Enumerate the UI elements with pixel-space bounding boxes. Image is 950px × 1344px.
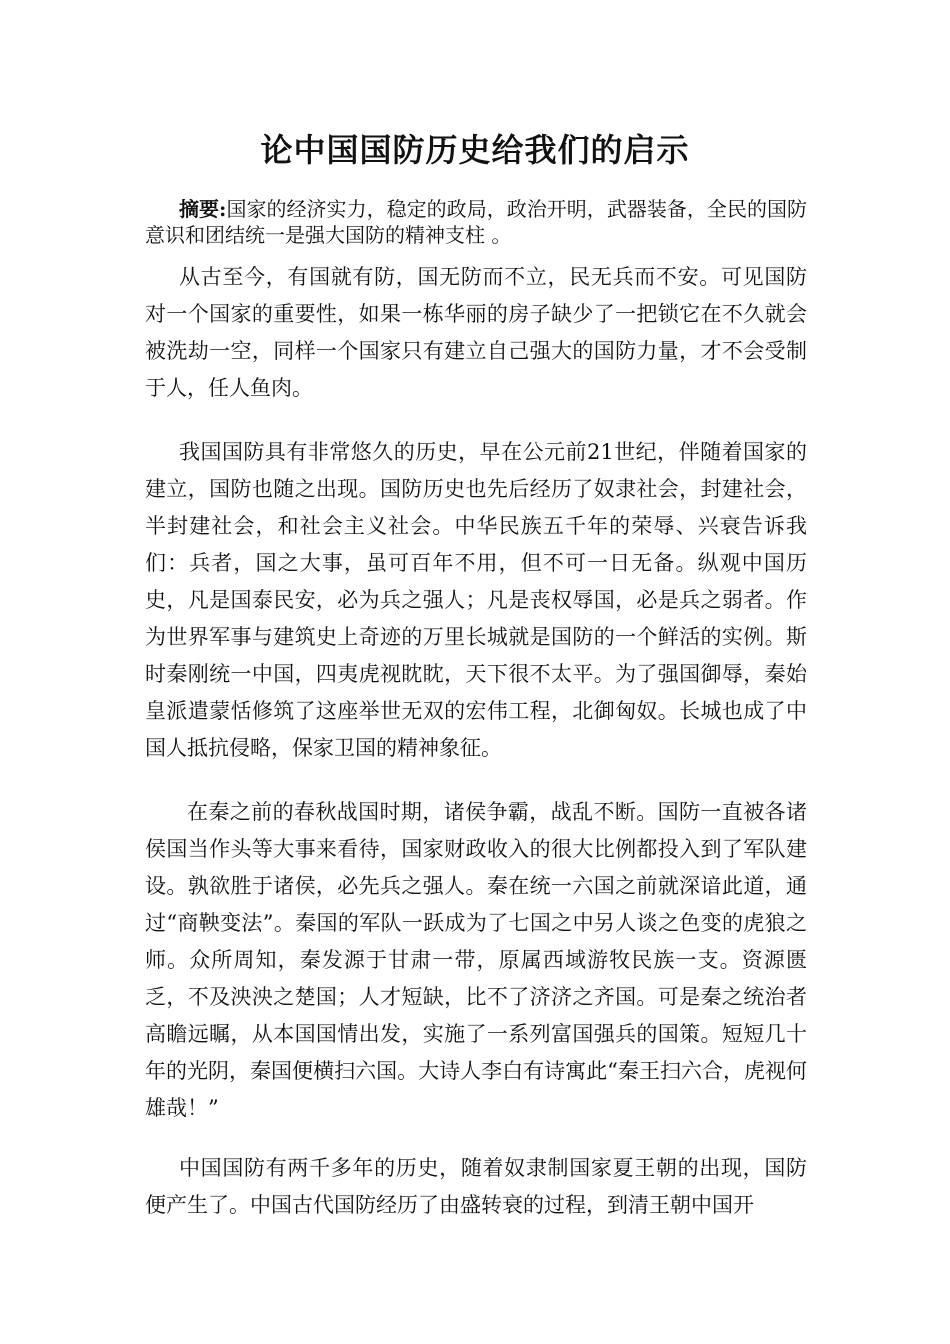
abstract-label: 摘要: (179, 197, 227, 221)
document-title: 论中国国防历史给我们的启示 (260, 131, 690, 169)
paragraph: 在秦之前的春秋战国时期，诸侯争霸，战乱不断。国防一直被各诸侯国当作头等大事来看待，国家财政收入的很大比例都投入到了军队建设。孰欲胜于诸侯，必先兵之强人。秦在统一六国之前就深谙此道，通过“商鞅变法”。秦国的军队一跃成为了七国之中另人谈之色变的虎狼之师。众所周知，秦发源于甘肃一带，原属西域游牧民族一支。资源匮乏，不及泱泱之楚国；人才短缺，比不了济济之齐国。可是秦之统治者高瞻远瞩，从本国国情出发，实施了一系列富国强兵的国策。短短几十年的光阴，秦国便横扫六国。大诗人李白有诗寓此“秦王扫六合，虎视何雄哉！” (145, 800, 807, 1120)
abstract-text: 国家的经济实力，稳定的政局，政治开明，武器装备，全民的国防意识和团结统一是强大国防的精神支柱 。 (145, 197, 808, 247)
paragraph: 我国国防具有非常悠久的历史，早在公元前21世纪，伴随着国家的建立，国防也随之出现。国防历史也先后经历了奴隶社会，封建社会，半封建社会，和社会主义社会。中华民族五千年的荣辱、兴衰告诉我们：兵者，国之大事，虽可百年不用，但不可一日无备。纵观中国历史，凡是国泰民安，必为兵之强人；凡是丧权辱国，必是兵之弱者。作为世界军事与建筑史上奇迹的万里长城就是国防的一个鲜活的实例。斯时秦刚统一中国，四夷虎视眈眈，天下很不太平。为了强国御辱，秦始皇派遣蒙恬修筑了这座举世无双的宏伟工程，北御匈奴。长城也成了中国人抵抗侵略，保家卫国的精神象征。 (145, 440, 807, 760)
paragraph: 从古至今，有国就有防，国无防而不立，民无兵而不安。可见国防对一个国家的重要性，如果一栋华丽的房子缺少了一把锁它在不久就会被洗劫一空，同样一个国家只有建立自己强大的国防力量，才不会受制于人，任人鱼肉。 (145, 265, 807, 400)
abstract (145, 196, 807, 248)
paragraph: 中国国防有两千多年的历史，随着奴隶制国家夏王朝的出现，国防便产生了。中国古代国防经历了由盛转衰的过程，到清王朝中国开 (145, 1156, 807, 1217)
